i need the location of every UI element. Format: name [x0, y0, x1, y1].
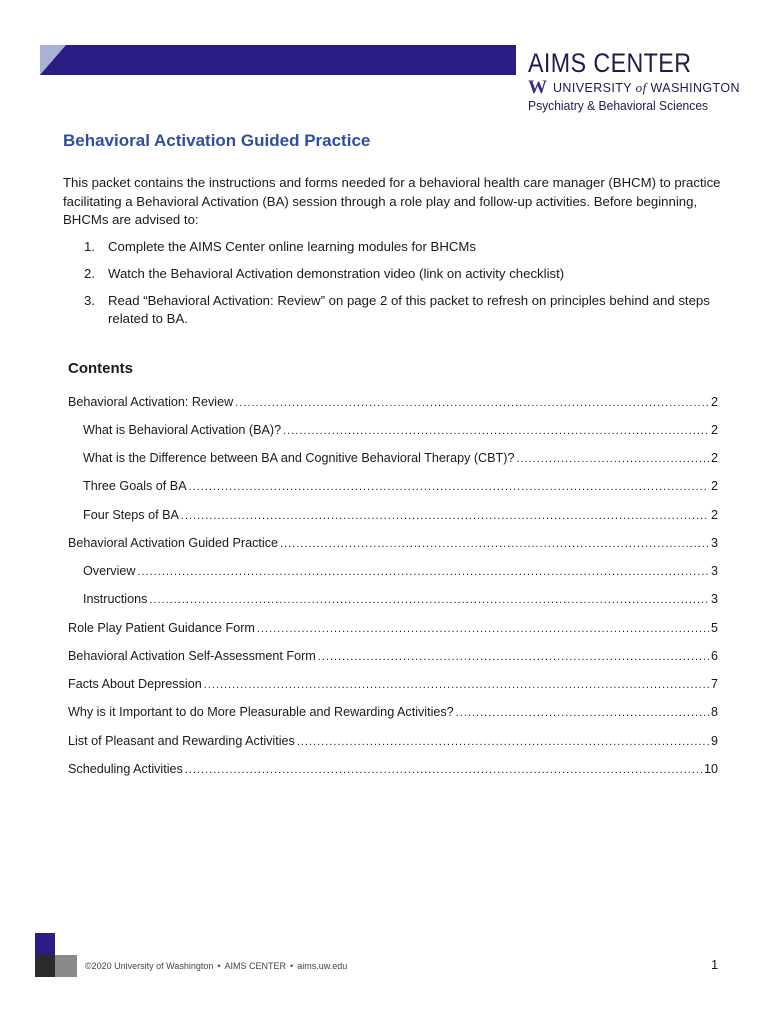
- logo-university: W UNIVERSITY of WASHINGTON: [528, 77, 740, 98]
- toc-entry[interactable]: Why is it Important to do More Pleasurable and Rewarding Activities? ..... 8: [68, 703, 718, 721]
- toc-entry[interactable]: List of Pleasant and Rewarding Activities ..... 9: [68, 732, 718, 750]
- list-item: 1. Complete the AIMS Center online learning modules for BHCMs: [84, 239, 476, 254]
- toc-entry[interactable]: Behavioral Activation Self-Assessment Form ..... 6: [68, 647, 718, 665]
- footer-copyright: ©2020 University of Washington: [85, 961, 214, 971]
- toc-entry[interactable]: Behavioral Activation Guided Practice ..... 3: [68, 534, 718, 552]
- footer-center: AIMS CENTER: [224, 961, 287, 971]
- footer-square-dark: [35, 955, 55, 977]
- toc-entry[interactable]: Role Play Patient Guidance Form ..... 5: [68, 619, 718, 637]
- toc-entry[interactable]: Scheduling Activities ..... 10: [68, 760, 718, 778]
- toc-entry[interactable]: What is the Difference between BA and Cognitive Behavioral Therapy (CBT)? ..... 2: [83, 449, 718, 467]
- toc-entry[interactable]: What is Behavioral Activation (BA)? ..... 2: [83, 421, 718, 439]
- intro-paragraph: This packet contains the instructions and forms needed for a behavioral health care manager (BHCM) to practice facilitating a Behavioral Activation (BA) session through a role play and follow-up activities. Before beginning, BHCMs are advised to:: [63, 175, 721, 227]
- aims-center-logo: [528, 48, 740, 113]
- list-item: 3. Read “Behavioral Activation: Review” on page 2 of this packet to refresh on principles behind and steps related to BA.: [84, 293, 710, 326]
- list-item: 2. Watch the Behavioral Activation demonstration video (link on activity checklist): [84, 266, 565, 281]
- footer-square-purple: [35, 933, 55, 955]
- toc-entry[interactable]: Overview ..... 3: [83, 562, 718, 580]
- toc-entry[interactable]: Four Steps of BA ..... 2: [83, 506, 718, 524]
- bullet-icon: •: [217, 961, 221, 971]
- page-number: 1: [711, 957, 719, 972]
- document-title: Behavioral Activation Guided Practice: [63, 131, 371, 150]
- logo-department: Psychiatry & Behavioral Sciences: [528, 98, 709, 113]
- uw-w-icon: W: [528, 77, 547, 98]
- header-corner-square: [40, 45, 66, 75]
- toc-entry[interactable]: Facts About Depression ..... 7: [68, 675, 718, 693]
- footer-text: [85, 961, 347, 971]
- toc-entry[interactable]: Three Goals of BA ..... 2: [83, 477, 718, 495]
- logo-title: AIMS CENTER: [528, 48, 692, 78]
- toc-entry[interactable]: Behavioral Activation: Review ..... 2: [68, 393, 718, 411]
- footer-bar: [55, 955, 77, 977]
- contents-heading: Contents: [68, 360, 133, 377]
- prerequisite-steps: [84, 238, 714, 337]
- toc-entry[interactable]: Instructions ..... 3: [83, 590, 718, 608]
- footer-site-link[interactable]: aims.uw.edu: [297, 961, 348, 971]
- bullet-icon: •: [290, 961, 294, 971]
- header-bar: [66, 45, 516, 75]
